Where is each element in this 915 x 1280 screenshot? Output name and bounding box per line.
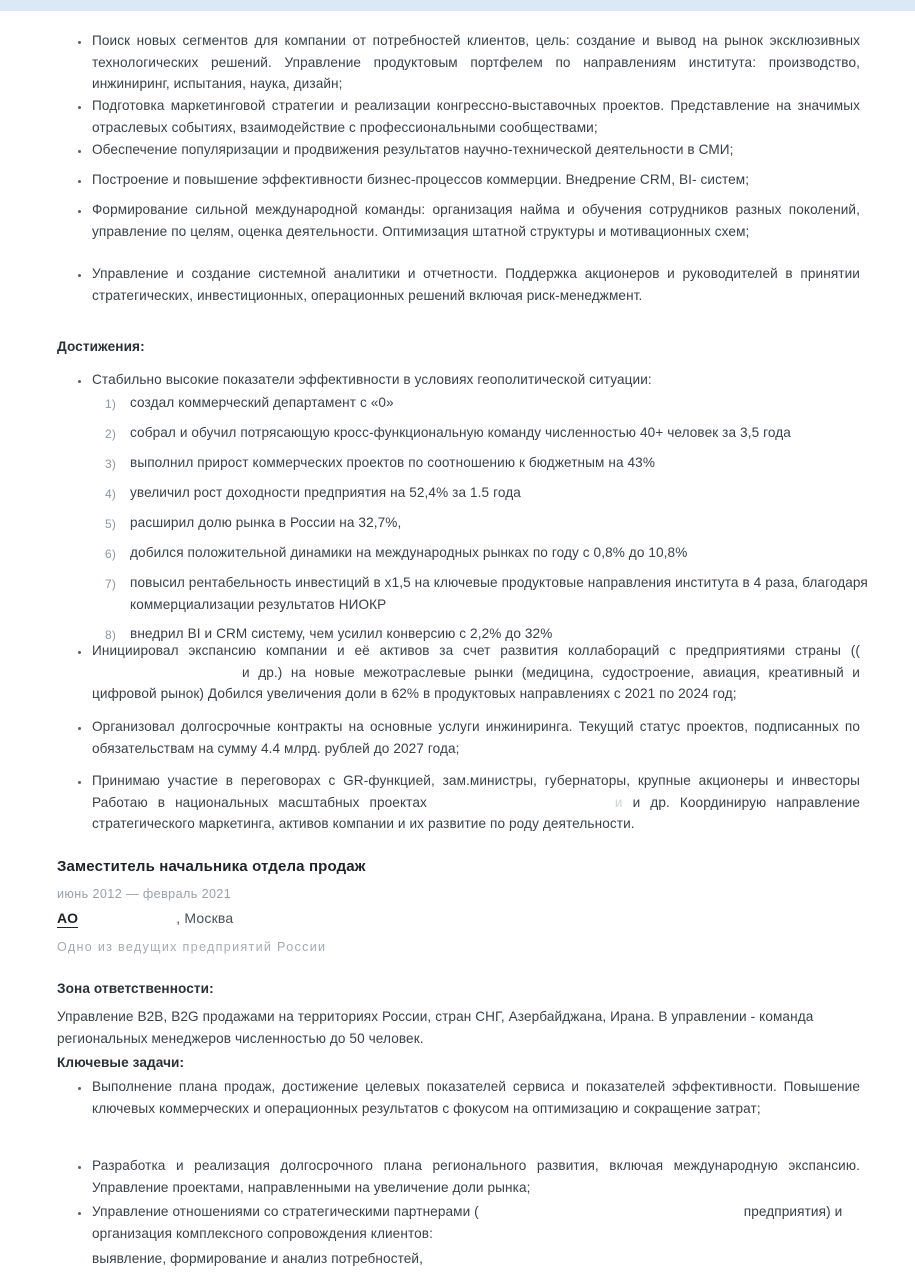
list-item: Выполнение плана продаж, достижение целевых показателей сервиса и показателей эффективности. Повышение ключевых коммерческих и операционных результатов с фокусом на оптимизацию и сокращение затрат; xyxy=(92,1079,860,1116)
list-item: повысил рентабельность инвестиций в х1,5 на ключевые продуктовые направления института в 4 раза, благодаря коммерциализации результатов НИОКР xyxy=(130,575,868,612)
list-item: собрал и обучил потрясающую кросс-функциональную команду численностью 40+ человек за 3,5 года xyxy=(130,425,791,440)
list-item: выполнил прирост коммерческих проектов по соотношению к бюджетным на 43% xyxy=(130,455,656,470)
bullet-marker xyxy=(78,210,81,213)
company-link[interactable]: АО xyxy=(57,910,79,926)
list-item-text: Принимаю участие в переговорах с GR-функцией, зам.министры, губернаторы, крупные акционеры и инвесторы Работаю в национальных масштабных проектах xyxy=(92,773,860,810)
list-item: Организовал долгосрочные контракты на основные услуги инжиниринга. Текущий статус проектов, подписанных по обязательствам на сумму 4.4 млрд. рублей до 2027 года; xyxy=(92,719,860,756)
list-item xyxy=(92,770,860,835)
bullet-marker xyxy=(78,781,81,784)
bullet-marker xyxy=(78,274,81,277)
list-item: создал коммерческий департамент с «0» xyxy=(130,395,394,410)
job-company xyxy=(57,910,233,926)
list-item: расширил долю рынка в России на 32,7%, xyxy=(130,515,402,530)
bullet-marker xyxy=(78,1087,81,1090)
list-number: 5) xyxy=(105,517,117,531)
list-item-text-cont: и др.) на новые межотраслевые рынки (медицина, судостроение, авиация, креативный и цифровой рынок) Добился увеличения доли в 62% в продуктовых направлениях с 2021 по 2024 год; xyxy=(92,664,860,701)
bullet-marker xyxy=(78,106,81,109)
bullet-marker xyxy=(78,1166,81,1169)
list-item: Подготовка маркетинговой стратегии и реализации конгрессно-выставочных проектов. Представление на значимых отраслевых событиях, взаимодействие с профессиональными сообществами; xyxy=(92,98,860,135)
bullet-marker xyxy=(78,150,81,153)
list-number: 2) xyxy=(105,427,117,441)
list-item xyxy=(92,640,860,705)
list-number: 8) xyxy=(105,628,117,642)
key-tasks-heading: Ключевые задачи: xyxy=(57,1055,185,1070)
job-company-description: Одно из ведущих предприятий России xyxy=(57,940,327,954)
list-item: Формирование сильной международной команды: организация найма и обучения сотрудников разных поколений, управление по целям, оценка деятельности. Оптимизация штатной структуры и мотивационных схем; xyxy=(92,202,860,239)
bullet-marker xyxy=(78,651,81,654)
list-item-text-cont: предприятия) и организация комплексного сопровождения клиентов: xyxy=(92,1204,843,1241)
zone-heading: Зона ответственности: xyxy=(57,981,214,996)
list-number: 4) xyxy=(105,487,117,501)
bullet-marker xyxy=(78,41,81,44)
list-item xyxy=(92,1201,860,1244)
list-item: внедрил BI и CRM систему, чем усилил конверсию с 2,2% до 32% xyxy=(130,626,553,641)
list-item: Поиск новых сегментов для компании от потребностей клиентов, цель: создание и вывод на рынок эксклюзивных технологических решений. Управление продуктовым портфелем по направлениям института: производство, инжиниринг, испытания, наука, дизайн; xyxy=(92,33,860,91)
bullet-marker xyxy=(78,380,81,383)
list-item-text-cont: и др. Координирую направление стратегического маркетинга, активов компании и их развитие по роду деятельности. xyxy=(92,794,860,831)
job-city: , Москва xyxy=(176,910,234,926)
list-item-text: Управление отношениями со стратегическими партнерами ( xyxy=(92,1204,479,1219)
list-item-text: Инициировал экспансию компании и её активов за счет развития коллабораций с предприятиями страны (( xyxy=(92,643,860,658)
job-dates: июнь 2012 — февраль 2021 xyxy=(57,887,232,901)
list-number: 3) xyxy=(105,457,117,471)
list-item: Разработка и реализация долгосрочного плана регионального развития, включая международную экспансию. Управление проектами, направленными на увеличение доли рынка; xyxy=(92,1158,860,1195)
list-item: Обеспечение популяризации и продвижения результатов научно-технической деятельности в СМИ; xyxy=(92,142,734,157)
list-number: 6) xyxy=(105,547,117,561)
bullet-marker xyxy=(78,727,81,730)
list-item: Управление и создание системной аналитики и отчетности. Поддержка акционеров и руководителей в принятии стратегических, инвестиционных, операционных решений включая риск-менеджмент. xyxy=(92,266,860,303)
list-item: добился положительной динамики на международных рынках по году с 0,8% до 10,8% xyxy=(130,545,688,560)
list-number: 1) xyxy=(105,397,117,411)
zone-text: Управление B2B, B2G продажами на территориях России, стран СНГ, Азербайджана, Ирана. В управлении - команда региональных менеджеров численностью до 50 человек. xyxy=(57,1009,814,1046)
list-number: 7) xyxy=(105,577,117,591)
list-item: увеличил рост доходности предприятия на 52,4% за 1.5 года xyxy=(130,485,521,500)
list-item: Построение и повышение эффективности бизнес-процессов коммерции. Внедрение CRM, BI- систем; xyxy=(92,172,750,187)
top-accent-band xyxy=(0,0,915,11)
list-item-tail: выявление, формирование и анализ потребностей, xyxy=(92,1251,424,1266)
bullet-marker xyxy=(78,1212,81,1215)
achievements-lead-item: Стабильно высокие показатели эффективности в условиях геополитической ситуации: xyxy=(92,372,652,387)
achievements-heading: Достижения: xyxy=(57,339,145,354)
redaction-remnant-glyph: и xyxy=(614,794,633,810)
job-title: Заместитель начальника отдела продаж xyxy=(57,858,366,875)
bullet-marker xyxy=(78,180,81,183)
